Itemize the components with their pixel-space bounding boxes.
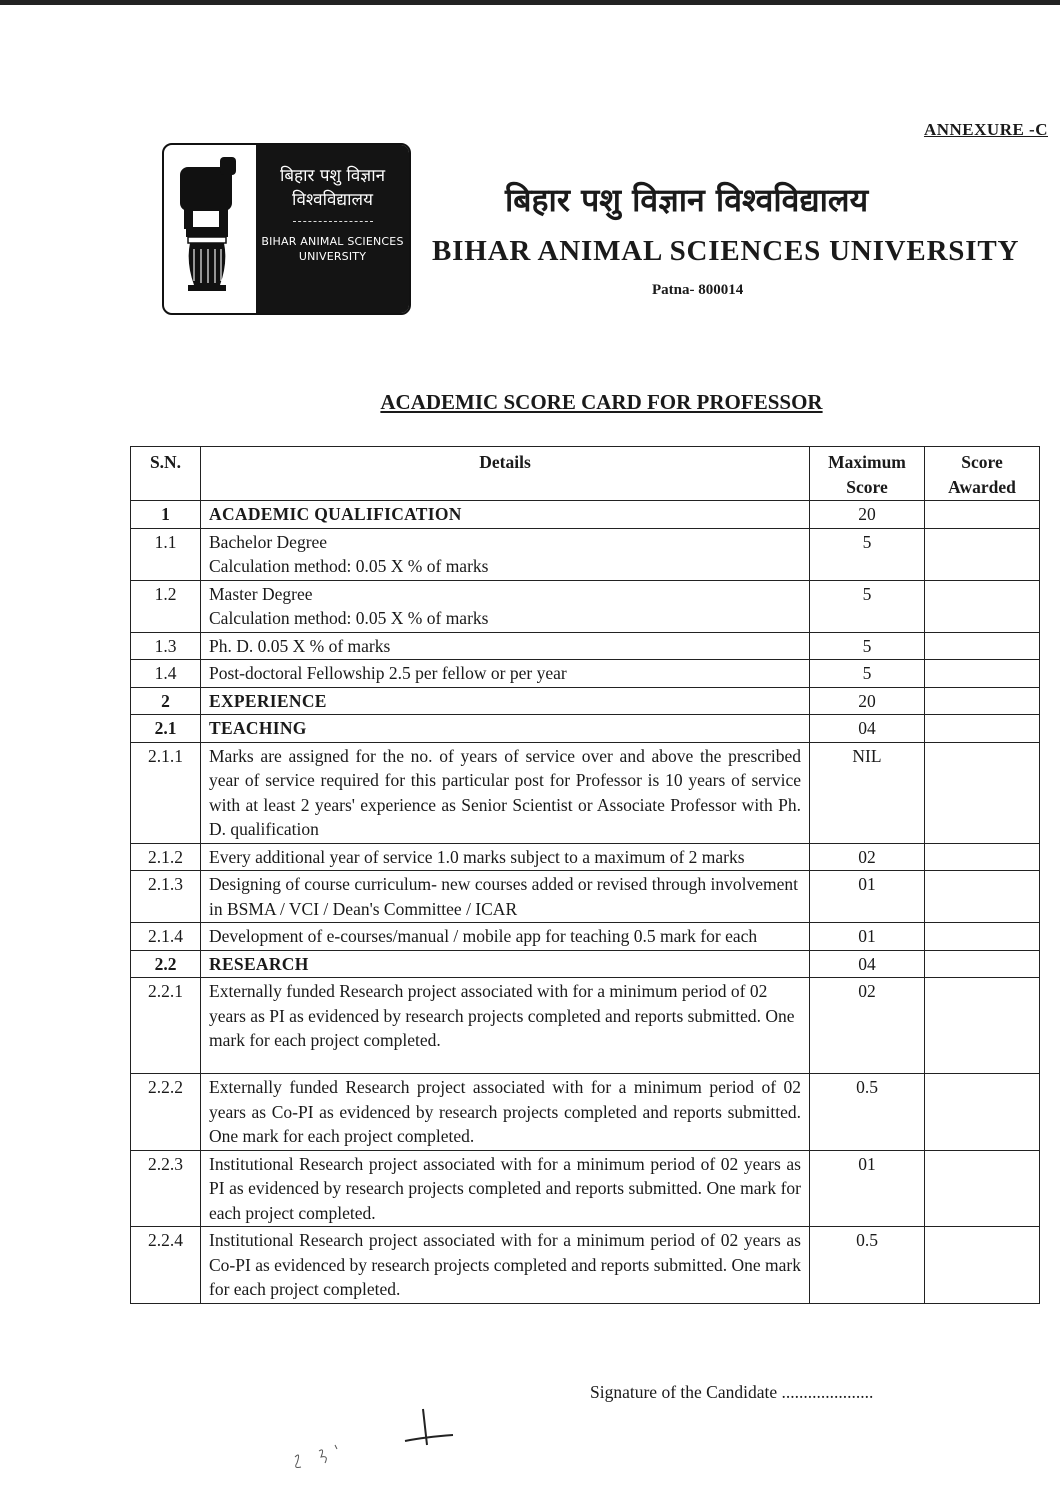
row-score-awarded[interactable] [925, 501, 1040, 529]
row-details-line2: Calculation method: 0.05 X % of marks [209, 608, 489, 628]
score-card-table [130, 446, 1040, 1304]
row-details: TEACHING [201, 715, 810, 743]
row-sn: 2.1.3 [131, 871, 201, 923]
table-row [131, 843, 1040, 871]
row-sn: 2.2 [131, 950, 201, 978]
table-header-row [131, 447, 1040, 501]
logo-text-panel [256, 145, 409, 313]
row-max-score: 04 [810, 715, 925, 743]
table-row-section [131, 715, 1040, 743]
row-details: Every additional year of service 1.0 marks subject to a maximum of 2 marks [201, 843, 810, 871]
row-max-score: 5 [810, 580, 925, 632]
row-score-awarded[interactable] [925, 1150, 1040, 1227]
row-sn: 2.2.4 [131, 1227, 201, 1304]
row-sn: 1.2 [131, 580, 201, 632]
row-details [201, 580, 810, 632]
document-title: ACADEMIC SCORE CARD FOR PROFESSOR [380, 390, 823, 414]
table-row [131, 923, 1040, 951]
row-details: Institutional Research project associated with for a minimum period of 02 years as Co-PI as evidenced by research projects completed and reports submitted. One mark for each project completed. [201, 1227, 810, 1304]
table-row-section [131, 687, 1040, 715]
row-score-awarded[interactable] [925, 1227, 1040, 1304]
row-sn: 2.1.1 [131, 742, 201, 843]
row-details [201, 528, 810, 580]
row-max-score: 5 [810, 660, 925, 688]
row-max-score: 02 [810, 978, 925, 1074]
ashoka-emblem-icon [164, 145, 256, 313]
row-score-awarded[interactable] [925, 923, 1040, 951]
university-location: Patna- 800014 [652, 282, 744, 298]
table-row [131, 742, 1040, 843]
row-sn: 2.2.1 [131, 978, 201, 1074]
table-row [131, 528, 1040, 580]
row-details-line1: Master Degree [209, 583, 313, 604]
table-row [131, 1227, 1040, 1304]
row-max-score: 20 [810, 501, 925, 529]
row-score-awarded[interactable] [925, 950, 1040, 978]
header-max-line1: Maximum [828, 452, 906, 472]
row-max-score: 0.5 [810, 1227, 925, 1304]
table-row [131, 978, 1040, 1074]
row-score-awarded[interactable] [925, 742, 1040, 843]
row-max-score: NIL [810, 742, 925, 843]
header-max-line2: Score [846, 476, 888, 497]
row-sn: 2 [131, 687, 201, 715]
row-details: Institutional Research project associated with for a minimum period of 02 years as PI as evidenced by research projects completed and reports submitted. One mark for each project completed. [201, 1150, 810, 1227]
candidate-signature-line: Signature of the Candidate ..................... [590, 1382, 874, 1402]
row-details: ACADEMIC QUALIFICATION [201, 501, 810, 529]
row-details: Externally funded Research project associated with for a minimum period of 02 years as Co-PI as evidenced by research projects completed and reports submitted. One mark for each project completed. [201, 1074, 810, 1151]
row-details: EXPERIENCE [201, 687, 810, 715]
row-max-score: 01 [810, 871, 925, 923]
header-awarded-line1: Score [961, 452, 1003, 472]
header-awarded-line2: Awarded [948, 476, 1016, 497]
logo-english-line1: BIHAR ANIMAL SCIENCES [261, 235, 404, 248]
row-score-awarded[interactable] [925, 715, 1040, 743]
header-details: Details [201, 447, 810, 501]
row-max-score: 01 [810, 1150, 925, 1227]
university-name-hindi: बिहार पशु विज्ञान विश्वविद्यालय [505, 181, 869, 219]
table-row [131, 1074, 1040, 1151]
row-sn: 2.2.2 [131, 1074, 201, 1151]
university-name-english: BIHAR ANIMAL SCIENCES UNIVERSITY [432, 235, 1020, 267]
row-score-awarded[interactable] [925, 687, 1040, 715]
logo-hindi-line2: विश्वविद्यालय [292, 190, 373, 210]
row-score-awarded[interactable] [925, 843, 1040, 871]
logo-divider [293, 221, 373, 222]
row-max-score: 02 [810, 843, 925, 871]
row-details: Post-doctoral Fellowship 2.5 per fellow or per year [201, 660, 810, 688]
logo-english-line2: UNIVERSITY [298, 250, 367, 263]
table-row [131, 660, 1040, 688]
row-details: Marks are assigned for the no. of years of service over and above the prescribed year of service required for this particular post for Professor is 10 years of service with at least 2 years' experience as Senior Scientist or Associate Professor with Ph. D. qualification [201, 742, 810, 843]
table-row [131, 871, 1040, 923]
row-details: RESEARCH [201, 950, 810, 978]
row-score-awarded[interactable] [925, 660, 1040, 688]
row-max-score: 5 [810, 632, 925, 660]
row-details: Designing of course curriculum- new courses added or revised through involvement in BSMA / VCI / Dean's Committee / ICAR [201, 871, 810, 923]
row-details: Externally funded Research project associated with for a minimum period of 02 years as PI as evidenced by research projects completed and reports submitted. One mark for each project completed. [201, 978, 810, 1074]
row-sn: 2.1.4 [131, 923, 201, 951]
row-details-line2: Calculation method: 0.05 X % of marks [209, 556, 489, 576]
row-sn: 2.1 [131, 715, 201, 743]
table-row-section [131, 950, 1040, 978]
header-score-awarded [925, 447, 1040, 501]
table-row [131, 1150, 1040, 1227]
annexure-label: ANNEXURE -C [923, 120, 1048, 139]
row-score-awarded[interactable] [925, 978, 1040, 1074]
university-logo [162, 143, 411, 315]
row-sn: 1.1 [131, 528, 201, 580]
header-maximum-score [810, 447, 925, 501]
row-sn: 1.3 [131, 632, 201, 660]
row-max-score: 5 [810, 528, 925, 580]
row-details: Development of e-courses/manual / mobile app for teaching 0.5 mark for each [201, 923, 810, 951]
header-sn: S.N. [131, 447, 201, 501]
table-row-section [131, 501, 1040, 529]
handwritten-initials [285, 1405, 465, 1475]
row-max-score: 20 [810, 687, 925, 715]
row-sn: 2.1.2 [131, 843, 201, 871]
row-sn: 1.4 [131, 660, 201, 688]
row-score-awarded[interactable] [925, 632, 1040, 660]
row-sn: 2.2.3 [131, 1150, 201, 1227]
row-score-awarded[interactable] [925, 580, 1040, 632]
row-score-awarded[interactable] [925, 871, 1040, 923]
table-row [131, 580, 1040, 632]
row-max-score: 04 [810, 950, 925, 978]
scan-top-edge [0, 0, 1060, 5]
row-max-score: 01 [810, 923, 925, 951]
table-row [131, 632, 1040, 660]
row-score-awarded[interactable] [925, 528, 1040, 580]
row-sn: 1 [131, 501, 201, 529]
logo-hindi-line1: बिहार पशु विज्ञान [279, 166, 386, 186]
row-score-awarded[interactable] [925, 1074, 1040, 1151]
row-details: Ph. D. 0.05 X % of marks [201, 632, 810, 660]
row-max-score: 0.5 [810, 1074, 925, 1151]
row-details-line1: Bachelor Degree [209, 531, 328, 552]
